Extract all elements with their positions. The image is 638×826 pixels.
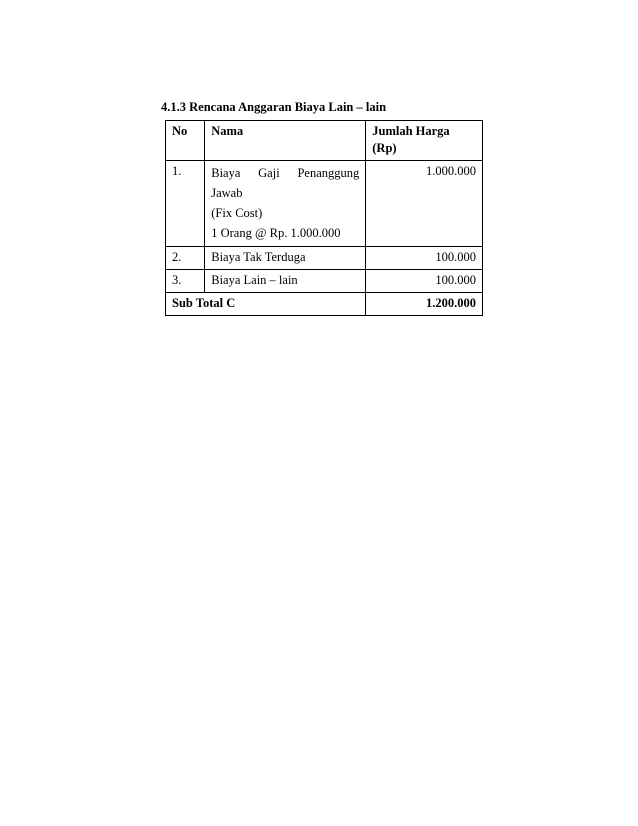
subtotal-label: Sub Total C [166, 293, 366, 316]
header-jumlah-harga: Jumlah Harga (Rp) [366, 121, 483, 161]
section-heading: 4.1.3 Rencana Anggaran Biaya Lain – lain [161, 100, 387, 114]
row-jumlah-harga: 100.000 [366, 270, 483, 293]
header-nama: Nama [205, 121, 366, 161]
row-nama-line: 1 Orang @ Rp. 1.000.000 [211, 226, 341, 240]
row-nama: Biaya Tak Terduga [205, 247, 366, 270]
header-no: No [166, 121, 205, 161]
row-no: 2. [166, 247, 205, 270]
subtotal-value: 1.200.000 [366, 293, 483, 316]
row-no: 1. [166, 161, 205, 247]
row-nama-line: Biaya Gaji Penanggung Jawab [211, 166, 360, 200]
table-row [166, 161, 483, 247]
row-jumlah-harga: 1.000.000 [366, 161, 483, 247]
subtotal-row [166, 293, 483, 316]
row-jumlah-harga: 100.000 [366, 247, 483, 270]
table-row [166, 247, 483, 270]
cost-table [165, 120, 483, 316]
row-no: 3. [166, 270, 205, 293]
row-nama [205, 161, 366, 247]
row-nama: Biaya Lain – lain [205, 270, 366, 293]
table-header-row [166, 121, 483, 161]
table-row [166, 270, 483, 293]
row-nama-line: (Fix Cost) [211, 206, 263, 220]
